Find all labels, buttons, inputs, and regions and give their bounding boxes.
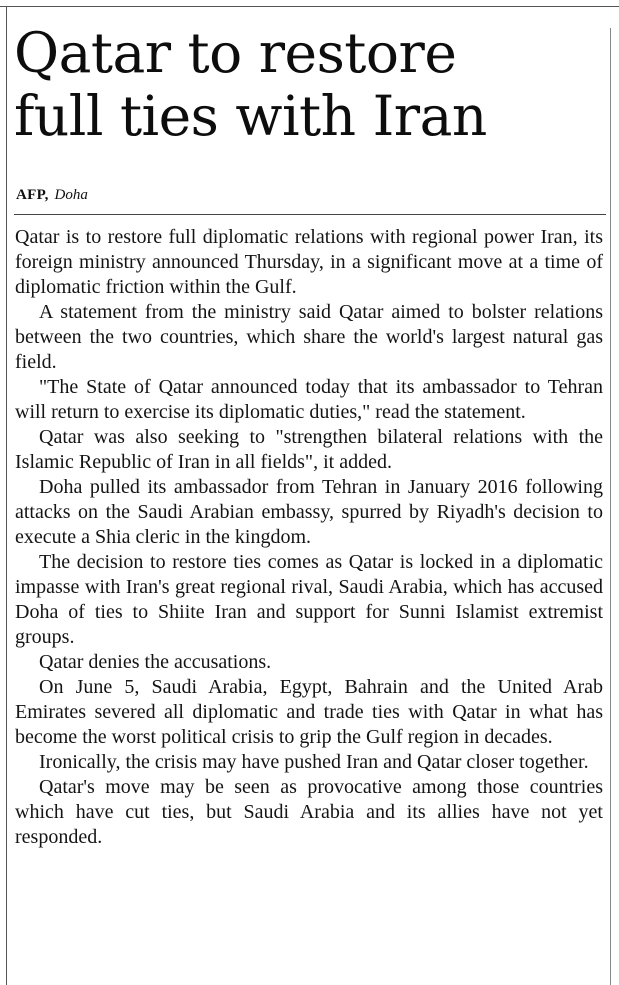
paragraph-9: Ironically, the crisis may have pushed Iran and Qatar closer together. bbox=[39, 751, 589, 773]
top-border-rule bbox=[0, 6, 619, 7]
headline bbox=[14, 22, 604, 148]
paragraph-4: Qatar was also seeking to "strengthen bilateral relations with the Islamic Republic of Iran in all fields", it added. bbox=[15, 426, 603, 473]
paragraph-3: "The State of Qatar announced today that its ambassador to Tehran will return to exercise its diplomatic duties," read the statement. bbox=[15, 376, 603, 423]
paragraph-7: Qatar denies the accusations. bbox=[39, 651, 272, 673]
article-body bbox=[15, 225, 603, 850]
byline-divider bbox=[14, 214, 606, 215]
paragraph-6: The decision to restore ties comes as Qatar is locked in a diplomatic impasse with Iran's great regional rival, Saudi Arabia, which has accused Doha of ties to Shiite Iran and support for Sunni Islamist extremist groups. bbox=[15, 551, 603, 648]
byline-agency: AFP, bbox=[16, 187, 49, 203]
paragraph-8: On June 5, Saudi Arabia, Egypt, Bahrain and the United Arab Emirates severed all diplomatic and trade ties with Qatar in what has become the worst political crisis to grip the Gulf region in decades. bbox=[15, 676, 603, 748]
paragraph-2: A statement from the ministry said Qatar aimed to bolster relations between the two countries, which share the world's largest natural gas field. bbox=[15, 301, 603, 373]
byline bbox=[16, 186, 88, 204]
right-column-rule bbox=[610, 28, 611, 985]
paragraph-1: Qatar is to restore full diplomatic relations with regional power Iran, its foreign ministry announced Thursday, in a significant move at a time of diplomatic friction within the Gulf. bbox=[15, 226, 603, 298]
paragraph-5: Doha pulled its ambassador from Tehran in January 2016 following attacks on the Saudi Arabian embassy, spurred by Riyadh's decision to execute a Shia cleric in the kingdom. bbox=[15, 476, 603, 548]
byline-place: Doha bbox=[54, 187, 88, 203]
left-border-rule bbox=[6, 6, 7, 985]
paragraph-10: Qatar's move may be seen as provocative among those countries which have cut ties, but Saudi Arabia and its allies have not yet responded. bbox=[15, 776, 603, 848]
headline-line-1: Qatar to restore bbox=[14, 21, 457, 85]
headline-line-2: full ties with Iran bbox=[14, 84, 487, 148]
